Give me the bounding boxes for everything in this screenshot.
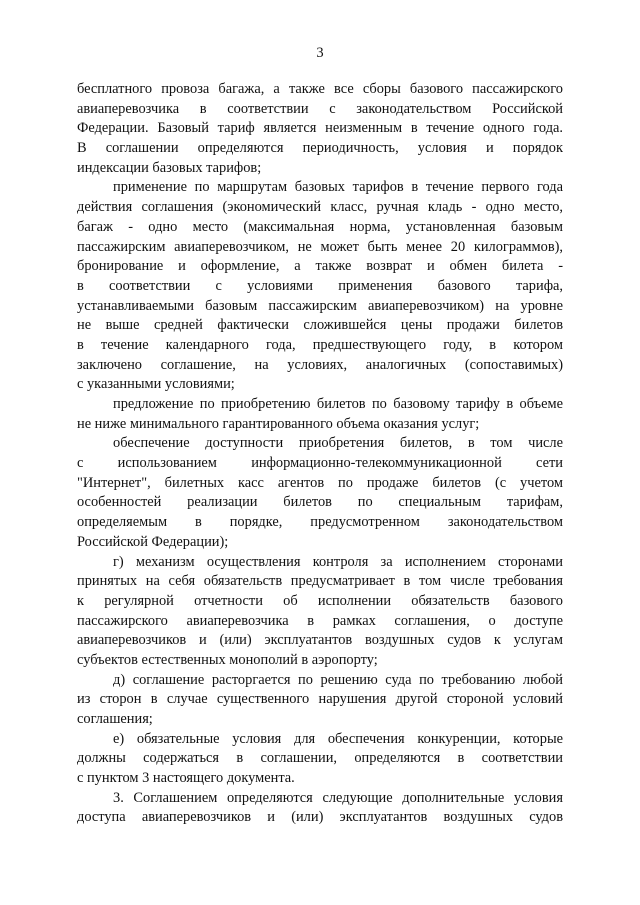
text-line: пассажирским авиаперевозчиком, не может быть менее 20 килограммов), <box>77 238 563 255</box>
text-line: в течение календарного года, предшествующего году, в котором <box>77 336 563 353</box>
text-line: субъектов естественных монополий в аэропорту; <box>77 651 378 668</box>
text-line: с пунктом 3 настоящего документа. <box>77 770 295 787</box>
text-line: авиаперевозчиков и (или) эксплуатантов воздушных судов к услугам <box>77 632 563 649</box>
text-line: бронирование и оформление, а также возврат и обмен билета - <box>77 258 563 275</box>
text-line: устанавливаемыми базовым пассажирским авиаперевозчиком) на уровне <box>77 297 563 314</box>
text-line: пассажирского авиаперевозчика в рамках соглашения, о доступе <box>77 612 563 629</box>
text-line: из сторон в случае существенного нарушения другой стороной условий <box>77 691 563 708</box>
text-line: соглашения; <box>77 711 153 727</box>
text-line: действия соглашения (экономический класс, ручная кладь - одно место, <box>77 199 563 216</box>
text-line: в соответствии с условиями применения базового тарифа, <box>77 277 563 294</box>
text-line: особенностей реализации билетов по специальным тарифам, <box>77 494 563 511</box>
text-line: с указанными условиями; <box>77 376 235 393</box>
text-line: бесплатного провоза багажа, а также все сборы базового пассажирского <box>77 81 563 97</box>
text-line: принятых на себя обязательств предусматривает в том числе требования <box>77 573 563 590</box>
text-line: определяемым в порядке, предусмотренном законодательством <box>77 514 563 531</box>
text-line: к регулярной отчетности об исполнении обязательств базового <box>77 592 563 609</box>
text-line: доступа авиаперевозчиков и (или) эксплуатантов воздушных судов <box>77 809 563 826</box>
text-line: обеспечение доступности приобретения билетов, в том числе <box>113 435 563 452</box>
text-line: д) соглашение расторгается по решению суда по требованию любой <box>113 671 563 688</box>
text-line: с использованием информационно-телекоммуникационной сети <box>77 455 563 472</box>
page-number: 3 <box>316 45 324 61</box>
text-line: Федерации. Базовый тариф является неизменным в течение одного года. <box>77 120 563 137</box>
text-line: авиаперевозчика в соответствии с законодательством Российской <box>77 100 563 117</box>
text-line: е) обязательные условия для обеспечения конкуренции, которые <box>113 730 563 747</box>
text-line: применение по маршрутам базовых тарифов в течение первого года <box>113 179 563 196</box>
text-line: "Интернет", билетных касс агентов по продаже билетов (с учетом <box>77 474 563 491</box>
text-line: заключено соглашение, на условиях, аналогичных (сопоставимых) <box>77 356 563 373</box>
text-line: индексации базовых тарифов; <box>77 159 262 176</box>
text-line: Российской Федерации); <box>77 533 229 550</box>
text-line: должны содержаться в соглашении, определяются в соответствии <box>77 750 563 767</box>
text-line: не выше средней фактически сложившейся цены продажи билетов <box>77 317 563 334</box>
text-line: не ниже минимального гарантированного объема оказания услуг; <box>77 415 480 432</box>
text-line: г) механизм осуществления контроля за исполнением сторонами <box>113 553 563 570</box>
document-body <box>77 80 563 828</box>
text-line: предложение по приобретению билетов по базовому тарифу в объеме <box>113 396 563 412</box>
text-line: багаж - одно место (максимальная норма, установленная базовым <box>77 218 563 235</box>
text-line: В соглашении определяются периодичность, условия и порядок <box>77 140 563 157</box>
text-line: 3. Соглашением определяются следующие дополнительные условия <box>113 789 563 806</box>
